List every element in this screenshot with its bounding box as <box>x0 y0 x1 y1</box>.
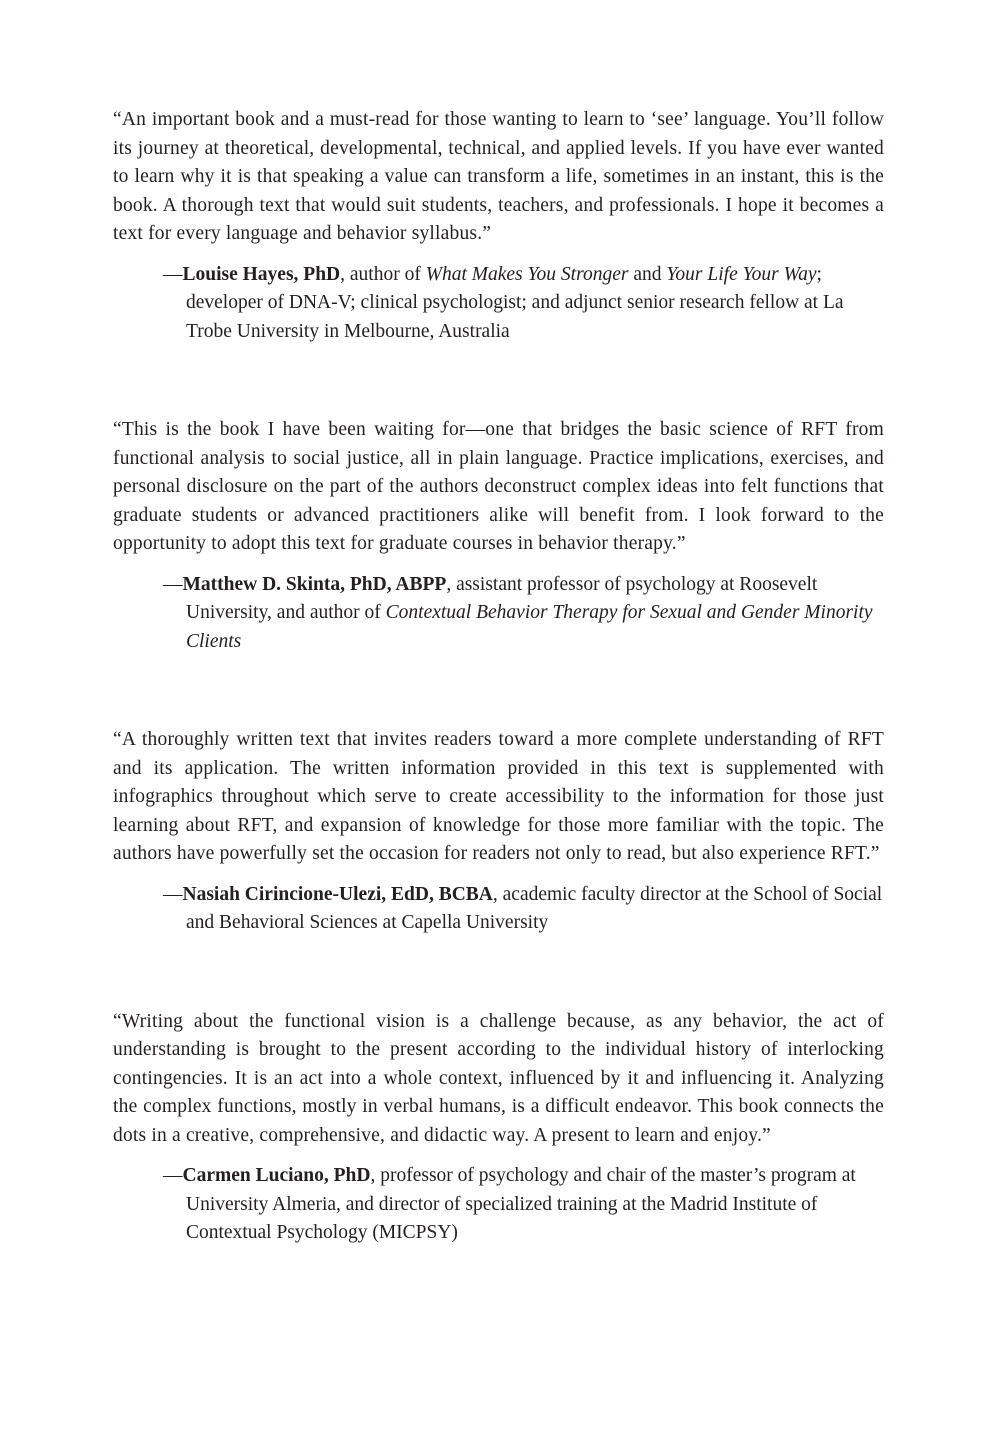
attribution-part-bold: Matthew D. Skinta, PhD, ABPP <box>182 573 447 595</box>
attribution-part-regular: — <box>163 573 183 595</box>
endorsement-block <box>113 416 884 656</box>
endorsement-quote: “A thoroughly written text that invites readers toward a more complete understanding of RFT and its application. The written information provided in this text is supplemented with infographics throughout which serve to create accessibility to the information for those just learning about RFT, and expansion of knowledge for those more familiar with the topic. The authors have powerfully set the occasion for readers not only to read, but also experience RFT.” <box>113 729 884 864</box>
endorsement-block <box>113 1008 884 1248</box>
attribution-part-italic: Contextual Behavior Therapy for Sexual and Gender Minority Clients <box>186 602 873 652</box>
endorsement-attribution <box>113 571 884 657</box>
endorsement-quote: “An important book and a must-read for those wanting to learn to ‘see’ language. You’ll follow its journey at theoretical, developmental, technical, and applied levels. If you have ever wanted to learn why it is that speaking a value can transform a life, sometimes in an instant, this is the book. A thorough text that would suit students, teachers, and professionals. I hope it becomes a text for every language and behavior syllabus.” <box>113 109 884 244</box>
attribution-part-regular: , academic faculty director at the School of Social and Behavioral Sciences at Capella University <box>186 883 883 933</box>
endorsement-quote: “This is the book I have been waiting for—one that bridges the basic science of RFT from functional analysis to social justice, all in plain language. Practice implications, exercises, and personal disclosure on the part of the authors deconstruct complex ideas into felt functions that graduate students or advanced practitioners alike will benefit from. I look forward to the opportunity to adopt this text for graduate courses in behavior therapy.” <box>113 419 884 554</box>
attribution-part-regular: , author of <box>340 263 426 285</box>
attribution-part-regular: , assistant professor of psychology at Roosevelt University, and author of <box>186 573 818 623</box>
attribution-part-regular: ; developer of DNA-V; clinical psychologist; and adjunct senior research fellow at La Trobe University in Melbourne, Australia <box>186 263 844 342</box>
attribution-part-italic: What Makes You Stronger <box>425 263 629 285</box>
attribution-part-regular: — <box>163 883 183 905</box>
endorsement-quote: “Writing about the functional vision is a challenge because, as any behavior, the act of understanding is brought to the present according to the individual history of interlocking contingencies. It is an act into a whole context, influenced by it and influencing it. Analyzing the complex functions, mostly in verbal humans, is a difficult endeavor. This book connects the dots in a creative, comprehensive, and didactic way. A present to learn and enjoy.” <box>113 1010 884 1146</box>
attribution-part-bold: Louise Hayes, PhD <box>182 263 341 285</box>
endorsement-block <box>113 106 884 346</box>
endorsement-attribution <box>113 1162 884 1248</box>
attribution-part-bold: Carmen Luciano, PhD <box>182 1165 371 1186</box>
endorsement-attribution <box>113 881 884 938</box>
endorsement-attribution <box>113 261 884 347</box>
attribution-part-regular: , professor of psychology and chair of the master’s program at University Almeria, and director of specialized training at the Madrid Institute of Contextual Psychology (MICPSY) <box>186 1165 856 1243</box>
endorsement-block <box>113 726 884 938</box>
attribution-part-italic: Your Life Your Way <box>666 263 817 285</box>
attribution-part-regular: — <box>163 1165 183 1186</box>
attribution-part-regular: and <box>628 263 667 285</box>
attribution-part-regular: — <box>163 263 183 285</box>
attribution-part-bold: Nasiah Cirincione-Ulezi, EdD, BCBA <box>182 883 493 905</box>
